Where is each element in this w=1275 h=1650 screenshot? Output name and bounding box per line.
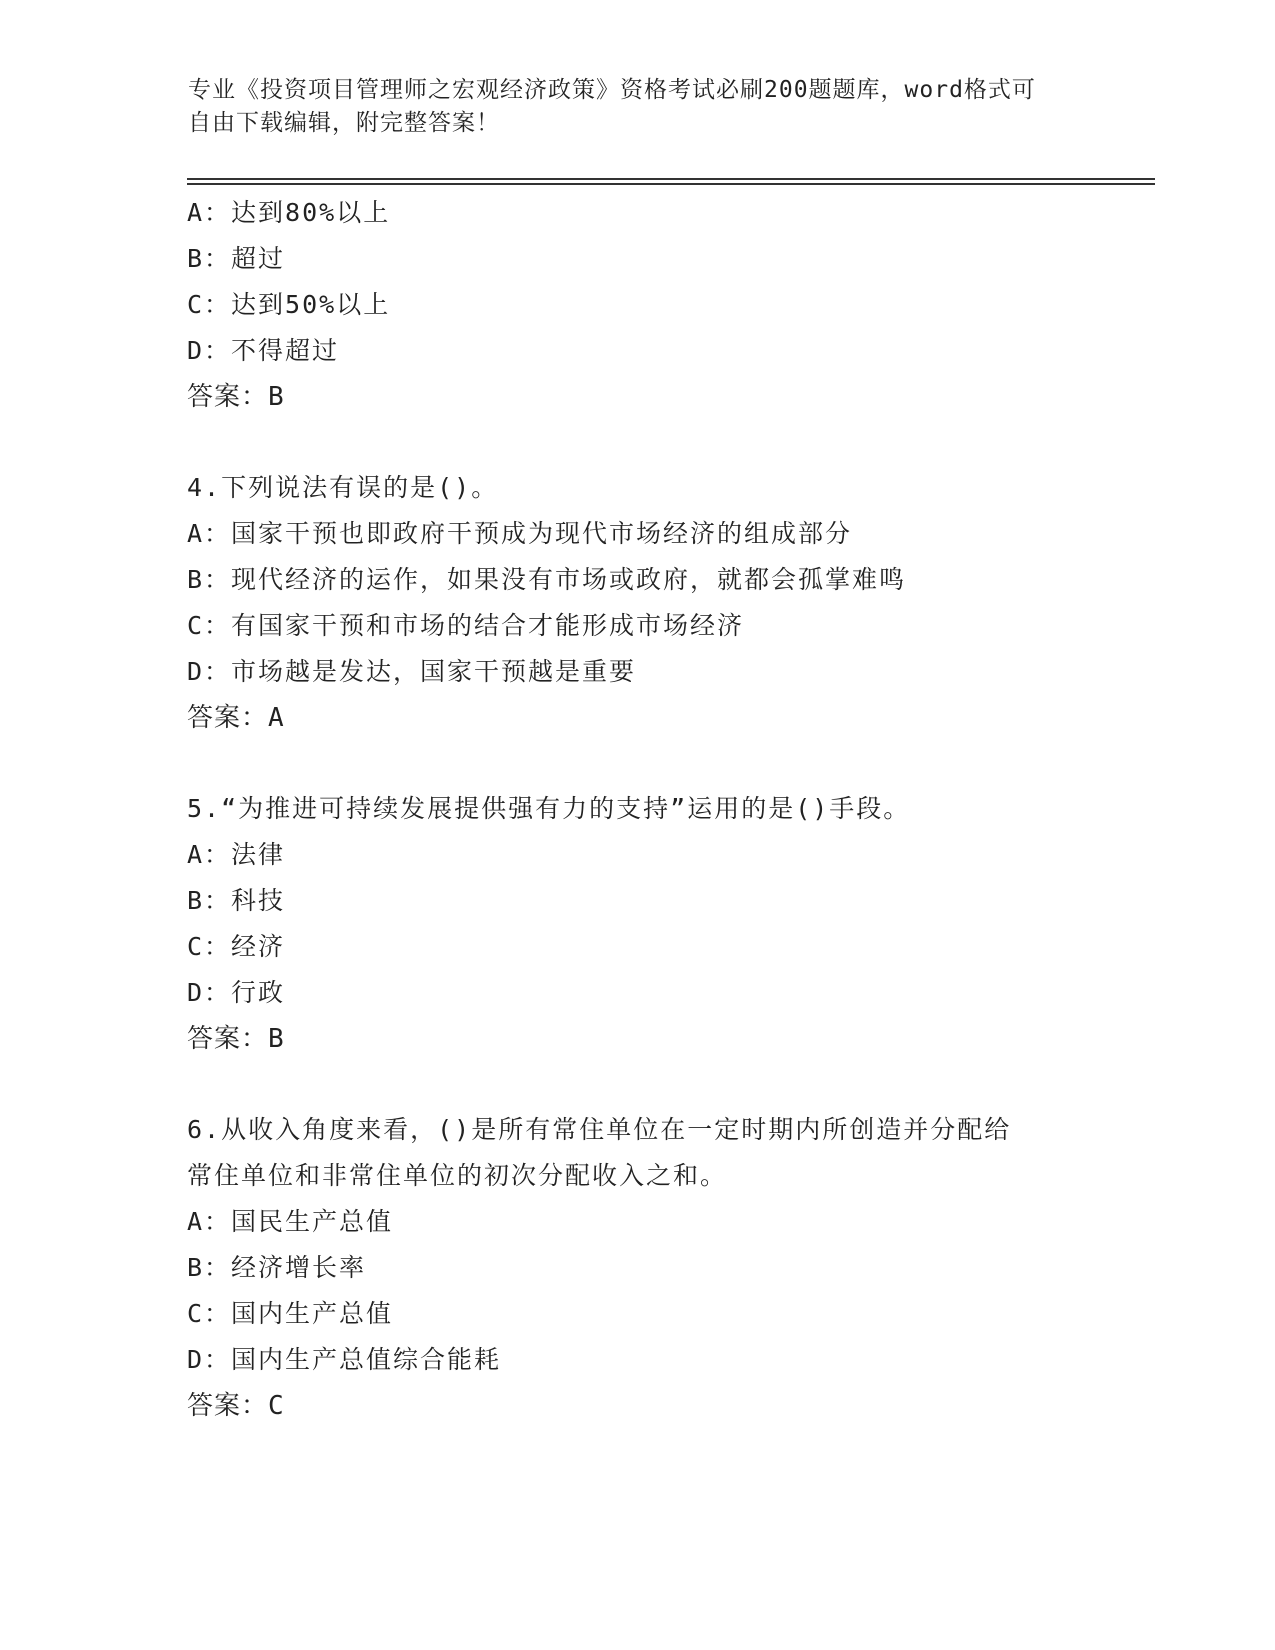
question-5-block bbox=[187, 786, 1147, 1062]
header-divider-bottom bbox=[187, 183, 1155, 185]
q3-answer: 答案：B bbox=[187, 382, 285, 412]
q4-answer: 答案：A bbox=[187, 703, 285, 733]
q6-question-line-2: 常住单位和非常住单位的初次分配收入之和。 bbox=[187, 1161, 728, 1190]
header-line-2: 自由下载编辑，附完整答案！ bbox=[188, 110, 500, 136]
q4-question: 4.下列说法有误的是()。 bbox=[187, 473, 499, 502]
document-header bbox=[188, 74, 1068, 140]
spacer bbox=[187, 1062, 1147, 1107]
spacer bbox=[187, 420, 1147, 465]
q5-question: 5.“为推进可持续发展提供强有力的支持”运用的是()手段。 bbox=[187, 794, 911, 823]
q5-option-d: D：行政 bbox=[187, 978, 286, 1007]
question-3-block bbox=[187, 190, 1147, 420]
spacer bbox=[187, 741, 1147, 786]
q6-answer: 答案：C bbox=[187, 1391, 285, 1421]
q5-option-b: B：科技 bbox=[187, 886, 286, 915]
q6-option-c: C：国内生产总值 bbox=[187, 1299, 394, 1328]
q4-option-d: D：市场越是发达，国家干预越是重要 bbox=[187, 657, 637, 686]
q5-answer: 答案：B bbox=[187, 1024, 285, 1054]
q3-option-c: C：达到50%以上 bbox=[187, 290, 391, 319]
q3-option-b: B：超过 bbox=[187, 244, 286, 273]
question-list bbox=[187, 190, 1147, 1429]
q4-option-b: B：现代经济的运作，如果没有市场或政府，就都会孤掌难鸣 bbox=[187, 565, 907, 594]
header-line-1: 专业《投资项目管理师之宏观经济政策》资格考试必刷200题题库，word格式可 bbox=[188, 77, 1036, 103]
q6-option-b: B：经济增长率 bbox=[187, 1253, 367, 1282]
q6-question-line-1: 6.从收入角度来看，()是所有常住单位在一定时期内所创造并分配给 bbox=[187, 1115, 1012, 1144]
q5-option-a: A：法律 bbox=[187, 840, 286, 869]
q4-option-a: A：国家干预也即政府干预成为现代市场经济的组成部分 bbox=[187, 519, 853, 548]
question-4-block bbox=[187, 465, 1147, 741]
q4-option-c: C：有国家干预和市场的结合才能形成市场经济 bbox=[187, 611, 745, 640]
q6-option-a: A：国民生产总值 bbox=[187, 1207, 394, 1236]
question-6-block bbox=[187, 1107, 1147, 1429]
q3-option-d: D：不得超过 bbox=[187, 336, 340, 365]
header-divider-top bbox=[187, 178, 1155, 180]
q5-option-c: C：经济 bbox=[187, 932, 286, 961]
q3-option-a: A：达到80%以上 bbox=[187, 198, 391, 227]
q6-option-d: D：国内生产总值综合能耗 bbox=[187, 1345, 502, 1374]
